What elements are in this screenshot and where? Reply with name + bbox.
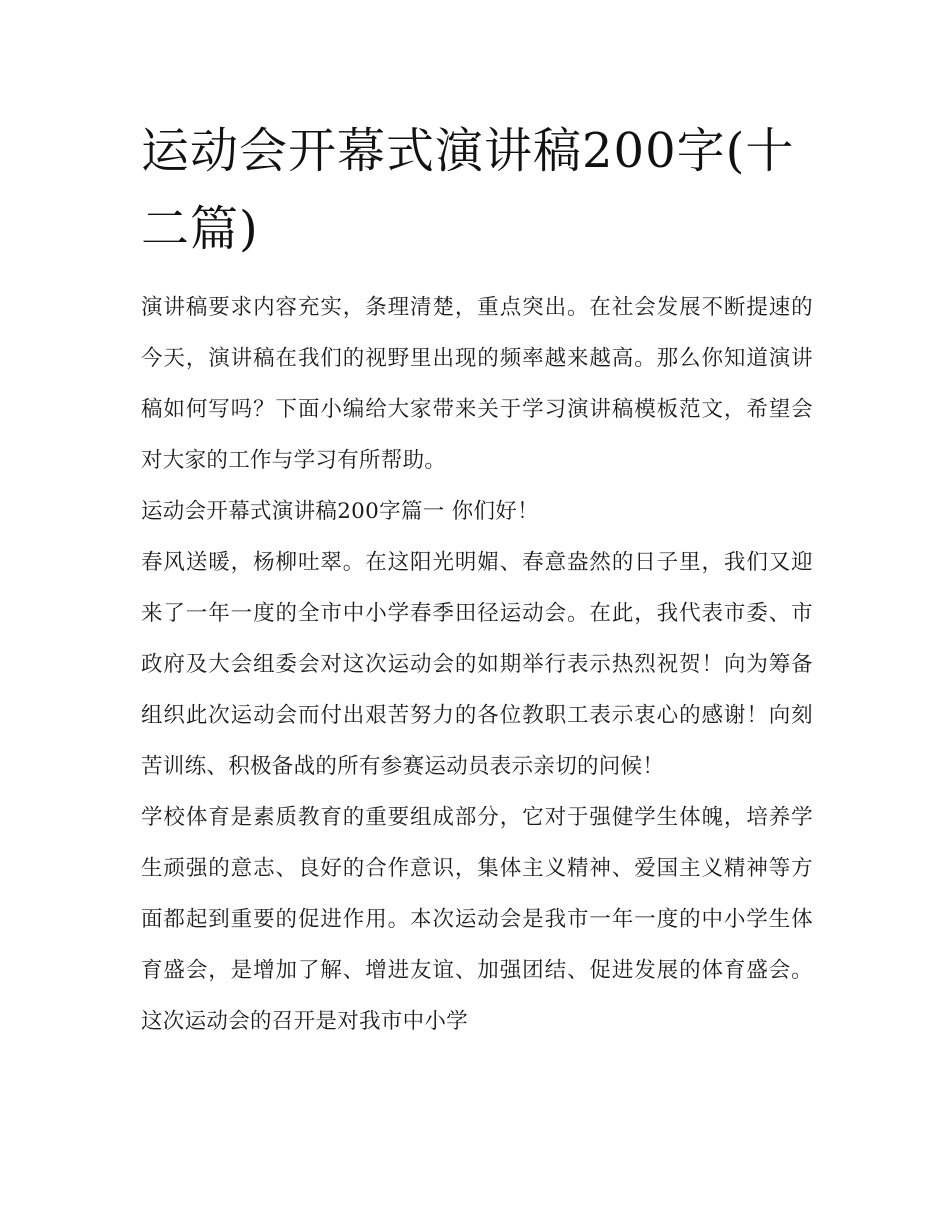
intro-paragraph: 演讲稿要求内容充实，条理清楚，重点突出。在社会发展不断提速的今天，演讲稿在我们的视野里出现的频率越来越高。那么你知道演讲稿如何写吗？下面小编给大家带来关于学习演讲稿模板范文，希望会对大家的工作与学习有所帮助。 <box>141 295 813 473</box>
document-body <box>141 112 813 1047</box>
document-title: 运动会开幕式演讲稿200字(十二篇) <box>141 123 795 257</box>
school-sports-paragraph: 学校体育是素质教育的重要组成部分，它对于强健学生体魄，培养学生顽强的意志、良好的合作意识，集体主义精神、爱国主义精神等方面都起到重要的促进作用。本次运动会是我市一年一度的中小学生体育盛会，是增加了解、增进友谊、加强团结、促进发展的体育盛会。这次运动会的召开是对我市中小学 <box>141 805 813 1034</box>
section-heading-paragraph: 运动会开幕式演讲稿200字篇一 你们好！ <box>141 499 539 524</box>
greeting-paragraph: 春风送暖，杨柳吐翠。在这阳光明媚、春意盎然的日子里，我们又迎来了一年一度的全市中小学春季田径运动会。在此，我代表市委、市政府及大会组委会对这次运动会的如期举行表示热烈祝贺！向为筹备组织此次运动会而付出艰苦努力的各位教职工表示衷心的感谢！向刻苦训练、积极备战的所有参赛运动员表示亲切的问候！ <box>141 550 813 779</box>
